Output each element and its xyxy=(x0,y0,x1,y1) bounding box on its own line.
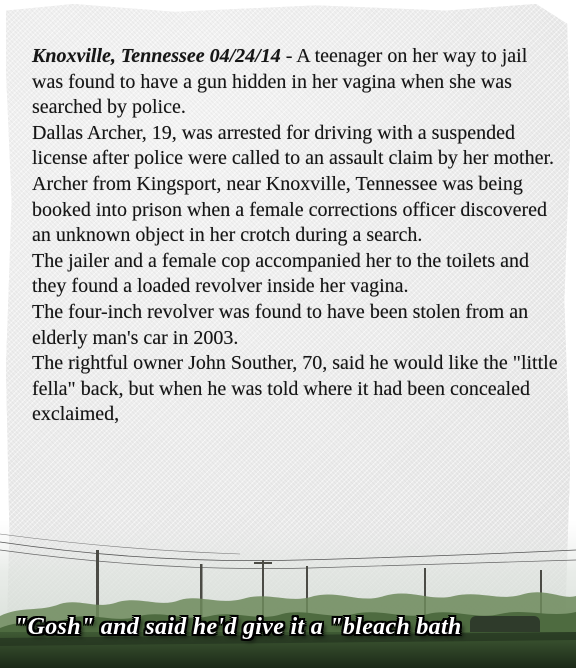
paragraph: The jailer and a female cop accompanied her to the toilets and they found a loaded revolver inside her vagina. xyxy=(32,249,530,298)
meme-caption: "Gosh" and said he'd give it a "bleach bath xyxy=(14,614,462,640)
street-scene-image xyxy=(0,520,576,668)
paragraph: The rightful owner John Souther, 70, said he would like the "little fella" back, but when he was told where it had been concealed exclaimed, xyxy=(32,352,558,426)
paragraph: The four-inch revolver was found to have been stolen from an elderly man's car in 2003. xyxy=(32,300,529,349)
article-body xyxy=(32,44,562,428)
lead-text: - A teenager on her way to jail was found to have a gun hidden in her vagina when she was searched by police. xyxy=(32,45,528,119)
lead-paragraph xyxy=(32,44,562,121)
dateline: Knoxville, Tennessee 04/24/14 xyxy=(32,45,281,67)
paragraph: Dallas Archer, 19, was arrested for driving with a suspended license after police were called to an assault claim by her mother. xyxy=(32,121,555,170)
paragraph: Archer from Kingsport, near Knoxville, Tennessee was being booked into prison when a female corrections officer discovered an unknown object in her crotch during a search. xyxy=(32,172,547,247)
